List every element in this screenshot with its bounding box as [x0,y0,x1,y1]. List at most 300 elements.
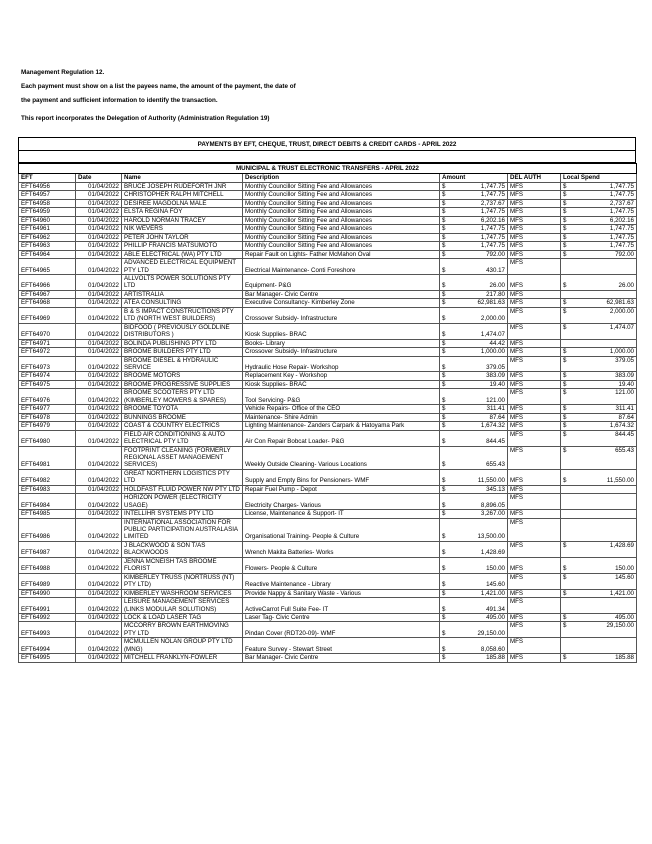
amount-value: 1,474.07 [449,323,508,339]
eft-number: EFT64986 [19,518,76,541]
delegation-note: This report incorporates the Delegation of Authority (Administration Regulation 19) [21,115,270,122]
payee-name: BUNNINGS BROOME [122,413,243,421]
payment-date: 01/04/2022 [76,573,122,589]
amount-currency: $ [440,405,449,413]
table-row [19,405,637,413]
payment-description: Monthly Councillor Sitting Fee and Allowances [243,191,440,199]
payee-name: HOLDFAST FLUID POWER NW PTY LTD [122,485,243,493]
payee-name: FIELD AIR CONDITIONING & AUTO ELECTRICAL PTY LTD [122,430,243,446]
amount-value: 792.00 [449,250,508,258]
payee-name: BROOME DIESEL & HYDRAULIC SERVICE [122,356,243,372]
eft-number: EFT64993 [19,622,76,638]
table-row [19,494,637,510]
payment-description: Lighting Maintenance- Zanders Carpark & Hatoyama Park [243,422,440,430]
table-row [19,216,637,224]
amount-value: 8,896.05 [449,494,508,510]
payment-date: 01/04/2022 [76,183,122,191]
payment-description: Tool Servicing- P&G [243,389,440,405]
delegated-authority: MFS [508,469,561,485]
local-spend-value: 150.00 [570,557,637,573]
amount-currency: $ [440,208,449,216]
regulation-text-line-2: the payment and sufficient information to identify the transaction. [21,97,218,104]
amount-value: 844.45 [449,430,508,446]
local-currency: $ [561,233,570,241]
amount-currency: $ [440,389,449,405]
table-row [19,654,637,662]
amount-value: 11,550.00 [449,469,508,485]
payment-date: 01/04/2022 [76,413,122,421]
payment-description: Monthly Councillor Sitting Fee and Allowances [243,216,440,224]
payee-name: ARTISTRALIA [122,290,243,298]
table-row [19,259,637,275]
amount-currency: $ [440,348,449,356]
local-currency: $ [561,208,570,216]
local-currency-empty [561,494,570,510]
payment-date: 01/04/2022 [76,199,122,207]
local-spend-value: 655.43 [570,446,637,469]
table-row [19,323,637,339]
payee-name: DESIREE MAGDOLNA MALE [122,199,243,207]
local-spend-value: 29,150.00 [570,622,637,638]
local-spend-value: 62,981.63 [570,299,637,307]
local-currency-empty [561,290,570,298]
local-spend-value: 1,747.75 [570,225,637,233]
payee-name: INTERNATIONAL ASSOCIATION FOR PUBLIC PARTICIPATION AUSTRALASIA LIMITED [122,518,243,541]
table-row [19,348,637,356]
local-currency: $ [561,557,570,573]
payment-description: Provide Nappy & Sanitary Waste - Various [243,589,440,597]
local-currency: $ [561,413,570,421]
delegated-authority: MFS [508,589,561,597]
delegated-authority: MFS [508,614,561,622]
amount-value: 1,428.69 [449,541,508,557]
delegated-authority: MFS [508,191,561,199]
table-row [19,622,637,638]
payment-description: Hydraulic Hose Repair- Workshop [243,356,440,372]
payment-description: ActiveCarrot Full Suite Fee- IT [243,598,440,614]
local-currency: $ [561,372,570,380]
local-spend-value: 1,421.00 [570,589,637,597]
amount-value: 430.17 [449,259,508,275]
payments-table [18,163,637,663]
table-row [19,299,637,307]
payment-description: Repair Fault on Lights- Father McMahon Oval [243,250,440,258]
payment-date: 01/04/2022 [76,614,122,622]
amount-currency: $ [440,510,449,518]
payment-date: 01/04/2022 [76,225,122,233]
payee-name: BROOME BUILDERS PTY LTD [122,348,243,356]
payment-date: 01/04/2022 [76,216,122,224]
local-currency: $ [561,430,570,446]
delegated-authority: MFS [508,208,561,216]
amount-currency: $ [440,274,449,290]
amount-value: 491.34 [449,598,508,614]
payment-date: 01/04/2022 [76,290,122,298]
delegated-authority: MFS [508,372,561,380]
delegated-authority: MFS [508,430,561,446]
payment-date: 01/04/2022 [76,541,122,557]
local-spend-empty [570,638,637,654]
report-title: PAYMENTS BY EFT, CHEQUE, TRUST, DIRECT DEBITS & CREDIT CARDS - APRIL 2022 [18,137,636,151]
eft-number: EFT64990 [19,589,76,597]
amount-currency: $ [440,242,449,250]
payee-name: KIMBERLEY TRUSS (NORTRUSS (NT) PTY LTD) [122,573,243,589]
amount-currency: $ [440,469,449,485]
payee-name: ATEA CONSULTING [122,299,243,307]
payment-description: Monthly Councillor Sitting Fee and Allowances [243,242,440,250]
local-currency: $ [561,299,570,307]
local-spend-value: 1,747.75 [570,208,637,216]
payment-description: Bar Manager- Civic Centre [243,654,440,662]
amount-value: 87.64 [449,413,508,421]
payment-date: 01/04/2022 [76,380,122,388]
payment-date: 01/04/2022 [76,233,122,241]
payee-name: BIDFOOD ( PREVIOUSLY GOLDLINE DISTRIBUTORS ) [122,323,243,339]
payment-date: 01/04/2022 [76,518,122,541]
eft-number: EFT64967 [19,290,76,298]
payee-name: COAST & COUNTRY ELECTRICS [122,422,243,430]
delegated-authority: MFS [508,485,561,493]
payment-description: Executive Consultancy- Kimberley Zone [243,299,440,307]
payment-date: 01/04/2022 [76,191,122,199]
local-spend-value: 844.45 [570,430,637,446]
payment-description: Weekly Outside Cleaning- Various Locations [243,446,440,469]
amount-currency: $ [440,589,449,597]
eft-number: EFT64962 [19,233,76,241]
payment-date: 01/04/2022 [76,494,122,510]
payee-name: INTELLIHR SYSTEMS PTY LTD [122,510,243,518]
col-name: Name [122,174,243,183]
eft-number: EFT64995 [19,654,76,662]
amount-value: 655.43 [449,446,508,469]
local-spend-value: 121.00 [570,389,637,405]
local-spend-empty [570,494,637,510]
eft-number: EFT64981 [19,446,76,469]
payee-name: BOLINDA PUBLISHING PTY LTD [122,339,243,347]
delegated-authority: MFS [508,654,561,662]
amount-value: 495.00 [449,614,508,622]
amount-currency: $ [440,485,449,493]
amount-value: 1,674.32 [449,422,508,430]
eft-number: EFT64966 [19,274,76,290]
payee-name: BROOME SCOOTERS PTY LTD (KIMBERLEY MOWERS & SPARES) [122,389,243,405]
amount-currency: $ [440,339,449,347]
local-spend-value: 1,747.75 [570,233,637,241]
eft-number: EFT64957 [19,191,76,199]
eft-number: EFT64978 [19,413,76,421]
payee-name: CHRISTOPHER RALPH MITCHELL [122,191,243,199]
payee-name: BROOME PROGRESSIVE SUPPLIES [122,380,243,388]
amount-currency: $ [440,199,449,207]
amount-currency: $ [440,191,449,199]
delegated-authority: MFS [508,242,561,250]
local-spend-value: 185.88 [570,654,637,662]
payment-description: Monthly Councillor Sitting Fee and Allowances [243,199,440,207]
delegated-authority: MFS [508,348,561,356]
table-row [19,242,637,250]
eft-number: EFT64961 [19,225,76,233]
amount-currency: $ [440,216,449,224]
local-spend-value: 1,747.75 [570,242,637,250]
table-row [19,422,637,430]
payment-date: 01/04/2022 [76,348,122,356]
delegated-authority: MFS [508,622,561,638]
payment-description: Supply and Empty Bins for Pensioners- WMF [243,469,440,485]
payment-description: Monthly Councillor Sitting Fee and Allowances [243,183,440,191]
amount-value: 383.09 [449,372,508,380]
table-row [19,372,637,380]
table-row [19,307,637,323]
delegated-authority: MFS [508,250,561,258]
local-currency: $ [561,469,570,485]
local-spend-empty [570,259,637,275]
local-spend-value: 2,000.00 [570,307,637,323]
eft-number: EFT64960 [19,216,76,224]
eft-number: EFT64980 [19,430,76,446]
table-row [19,589,637,597]
payee-name: LOCK & LOAD LASER TAG [122,614,243,622]
eft-number: EFT64976 [19,389,76,405]
amount-currency: $ [440,299,449,307]
eft-number: EFT64964 [19,250,76,258]
eft-number: EFT64969 [19,307,76,323]
local-spend-value: 1,674.32 [570,422,637,430]
delegated-authority: MFS [508,518,561,541]
amount-value: 217.80 [449,290,508,298]
payment-description: Kiosk Supplies- BRAC [243,380,440,388]
payment-description: Electrical Maintenance- Conti Foreshore [243,259,440,275]
payment-description: Organisational Training- People & Culture [243,518,440,541]
payee-name: PHILLIP FRANCIS MATSUMOTO [122,242,243,250]
payee-name: ADVANCED ELECTRICAL EQUIPMENT PTY LTD [122,259,243,275]
amount-currency: $ [440,422,449,430]
delegated-authority: MFS [508,199,561,207]
eft-number: EFT64989 [19,573,76,589]
table-row [19,557,637,573]
amount-value: 3,267.00 [449,510,508,518]
payee-name: JENNA MCNEISH TAS BROOME FLORIST [122,557,243,573]
local-spend-value: 792.00 [570,250,637,258]
local-currency: $ [561,446,570,469]
payee-name: NIK WEVERS [122,225,243,233]
local-currency-empty [561,259,570,275]
local-spend-value: 1,428.69 [570,541,637,557]
local-currency: $ [561,541,570,557]
local-spend-value: 6,202.16 [570,216,637,224]
eft-number: EFT64958 [19,199,76,207]
amount-value: 26.00 [449,274,508,290]
local-spend-value: 2,737.67 [570,199,637,207]
payee-name: J BLACKWOOD & SON T/AS BLACKWOODS [122,541,243,557]
local-spend-value: 379.05 [570,356,637,372]
amount-currency: $ [440,573,449,589]
payment-date: 01/04/2022 [76,510,122,518]
eft-number: EFT64991 [19,598,76,614]
payment-date: 01/04/2022 [76,469,122,485]
amount-value: 1,747.75 [449,242,508,250]
col-date: Date [76,174,122,183]
local-currency-empty [561,638,570,654]
table-row [19,485,637,493]
local-currency: $ [561,380,570,388]
payment-date: 01/04/2022 [76,323,122,339]
amount-value: 185.88 [449,654,508,662]
delegated-authority: MFS [508,494,561,510]
payment-date: 01/04/2022 [76,654,122,662]
eft-number: EFT64968 [19,299,76,307]
table-row [19,274,637,290]
delegated-authority: MFS [508,259,561,275]
amount-currency: $ [440,622,449,638]
payment-date: 01/04/2022 [76,422,122,430]
payment-description: Crossover Subsidy- Infrastructure [243,307,440,323]
table-row [19,233,637,241]
payment-date: 01/04/2022 [76,389,122,405]
local-currency: $ [561,622,570,638]
amount-value: 1,421.00 [449,589,508,597]
local-spend-value: 145.60 [570,573,637,589]
amount-value: 29,150.00 [449,622,508,638]
delegated-authority: MFS [508,405,561,413]
local-spend-empty [570,598,637,614]
eft-number: EFT64988 [19,557,76,573]
local-spend-value: 1,747.75 [570,183,637,191]
table-row [19,541,637,557]
local-currency: $ [561,654,570,662]
payment-date: 01/04/2022 [76,430,122,446]
amount-currency: $ [440,372,449,380]
payment-date: 01/04/2022 [76,259,122,275]
payment-description: Monthly Councillor Sitting Fee and Allowances [243,208,440,216]
local-currency: $ [561,405,570,413]
payment-description: Feature Survey - Stewart Street [243,638,440,654]
amount-currency: $ [440,638,449,654]
delegated-authority: MFS [508,323,561,339]
delegated-authority: MFS [508,233,561,241]
delegated-authority: MFS [508,446,561,469]
amount-value: 1,747.75 [449,208,508,216]
local-currency-empty [561,510,570,518]
amount-currency: $ [440,356,449,372]
amount-value: 1,747.75 [449,191,508,199]
amount-currency: $ [440,518,449,541]
payee-name: LEISURE MANAGEMENT SERVICES (LINKS MODULAR SOLUTIONS) [122,598,243,614]
local-spend-empty [570,290,637,298]
payment-description: Monthly Councillor Sitting Fee and Allowances [243,233,440,241]
eft-number: EFT64972 [19,348,76,356]
delegated-authority: MFS [508,422,561,430]
amount-value: 1,747.75 [449,183,508,191]
delegated-authority: MFS [508,557,561,573]
payment-description: Monthly Councillor Sitting Fee and Allowances [243,225,440,233]
col-eft: EFT [19,174,76,183]
local-currency: $ [561,589,570,597]
payee-name: MITCHELL FRANKLYN-FOWLER [122,654,243,662]
payment-description: Flowers- People & Culture [243,557,440,573]
payee-name: BROOME MOTORS [122,372,243,380]
local-currency: $ [561,199,570,207]
payment-date: 01/04/2022 [76,339,122,347]
payment-description: Repair Fuel Pump - Depot [243,485,440,493]
local-spend-value: 1,747.75 [570,191,637,199]
payment-description: Vehicle Repairs- Office of the CEO [243,405,440,413]
payee-name: PETER JOHN TAYLOR [122,233,243,241]
payment-date: 01/04/2022 [76,598,122,614]
payment-description: License, Maintenance & Support- IT [243,510,440,518]
delegated-authority: MFS [508,307,561,323]
eft-number: EFT64992 [19,614,76,622]
local-currency: $ [561,250,570,258]
payment-date: 01/04/2022 [76,356,122,372]
local-currency: $ [561,225,570,233]
payee-name: HORIZON POWER (ELECTRICITY USAGE) [122,494,243,510]
amount-currency: $ [440,598,449,614]
eft-number: EFT64984 [19,494,76,510]
local-currency: $ [561,191,570,199]
amount-value: 19.40 [449,380,508,388]
local-spend-empty [570,518,637,541]
payment-description: Laser Tag- Civic Centre [243,614,440,622]
local-spend-value: 1,000.00 [570,348,637,356]
eft-number: EFT64975 [19,380,76,388]
local-currency-empty [561,598,570,614]
amount-value: 345.13 [449,485,508,493]
local-spend-value: 87.64 [570,413,637,421]
local-currency: $ [561,348,570,356]
table-header [19,174,637,183]
col-description: Description [243,174,440,183]
local-spend-value: 11,550.00 [570,469,637,485]
payment-date: 01/04/2022 [76,589,122,597]
amount-currency: $ [440,380,449,388]
table-row [19,380,637,388]
amount-currency: $ [440,557,449,573]
local-spend-value: 495.00 [570,614,637,622]
section-title: MUNICIPAL & TRUST ELECTRONIC TRANSFERS - APRIL 2022 [19,164,637,174]
amount-currency: $ [440,541,449,557]
local-spend-value: 26.00 [570,274,637,290]
local-spend-value: 383.09 [570,372,637,380]
col-local-spend: Local Spend [561,174,637,183]
eft-number: EFT64970 [19,323,76,339]
amount-value: 44.42 [449,339,508,347]
eft-number: EFT64973 [19,356,76,372]
payee-name: GREAT NORTHERN LOGISTICS PTY LTD [122,469,243,485]
payee-name: MCMULLEN NOLAN GROUP PTY LTD (MNG) [122,638,243,654]
title-spacer [18,151,636,163]
delegated-authority: MFS [508,380,561,388]
amount-value: 6,202.16 [449,216,508,224]
amount-value: 62,981.63 [449,299,508,307]
amount-currency: $ [440,413,449,421]
amount-value: 150.00 [449,557,508,573]
table-row [19,638,637,654]
table-row [19,339,637,347]
local-currency: $ [561,356,570,372]
eft-number: EFT64987 [19,541,76,557]
payee-name: ABLE ELECTRICAL (WA) PTY LTD [122,250,243,258]
local-currency: $ [561,323,570,339]
eft-number: EFT64965 [19,259,76,275]
table-row [19,225,637,233]
local-spend-empty [570,339,637,347]
local-spend-value: 311.41 [570,405,637,413]
eft-number: EFT64956 [19,183,76,191]
payment-description: Books- Library [243,339,440,347]
eft-number: EFT64979 [19,422,76,430]
payment-description: Reactive Maintenance - Library [243,573,440,589]
payment-date: 01/04/2022 [76,274,122,290]
